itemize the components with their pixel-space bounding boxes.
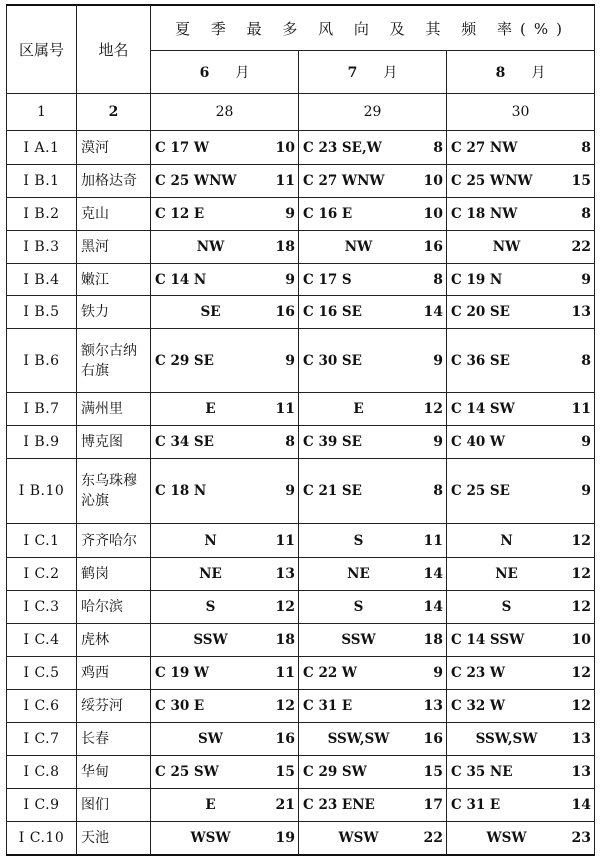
wind-frequency: 11	[275, 401, 295, 417]
wind-direction: C 21 SE	[303, 483, 362, 499]
month-6-cell	[151, 624, 299, 657]
wind-frequency: 15	[275, 764, 295, 780]
wind-direction: WSW	[486, 829, 527, 846]
month-7-cell	[299, 296, 447, 329]
wind-direction: C 14 N	[155, 271, 207, 288]
month-8-cell	[447, 657, 595, 690]
month-8-cell	[447, 591, 595, 624]
month-7-cell	[299, 558, 447, 591]
wind-frequency: 8	[581, 352, 592, 369]
wind-frequency: 16	[275, 304, 295, 320]
wind-frequency: 11	[275, 173, 295, 189]
table-row	[7, 789, 595, 822]
wind-direction: C 40 W	[451, 434, 506, 450]
month-7-cell	[299, 524, 447, 558]
wind-frequency: 12	[571, 566, 592, 582]
wind-frequency: 22	[571, 239, 592, 255]
wind-frequency: 13	[571, 304, 592, 320]
wind-frequency: 10	[423, 206, 443, 222]
wind-frequency: 9	[285, 483, 295, 499]
month-7-cell	[299, 624, 447, 657]
name-header: 地名	[77, 5, 151, 94]
zone-code: I C.2	[7, 558, 77, 591]
wind-frequency: 13	[571, 764, 592, 780]
wind-direction: NE	[495, 566, 518, 582]
month-6-cell	[151, 459, 299, 524]
column-index-29: 29	[299, 94, 447, 131]
table-row	[7, 524, 595, 558]
wind-frequency: 12	[571, 599, 592, 615]
wind-frequency: 23	[571, 829, 592, 846]
wind-frequency: 9	[285, 206, 295, 222]
zone-code: I C.9	[7, 789, 77, 822]
wind-direction: C 22 W	[303, 665, 358, 681]
month-header-7: 7 月	[299, 51, 447, 94]
wind-direction: C 32 W	[451, 698, 506, 714]
wind-frequency: 12	[571, 665, 592, 681]
month-8-cell	[447, 756, 595, 789]
wind-frequency: 19	[275, 829, 295, 846]
table-row	[7, 756, 595, 789]
month-7-cell	[299, 198, 447, 231]
wind-frequency: 12	[423, 401, 443, 417]
month-7-cell	[299, 789, 447, 822]
wind-direction: NW	[344, 239, 373, 255]
month-7-cell	[299, 231, 447, 264]
month-6-cell	[151, 264, 299, 296]
table-row	[7, 393, 595, 426]
month-8-cell	[447, 723, 595, 756]
month-6-cell	[151, 231, 299, 264]
month-6-cell	[151, 789, 299, 822]
column-index-1: 1	[7, 94, 77, 131]
month-8-cell	[447, 198, 595, 231]
month-6-cell	[151, 558, 299, 591]
month-header-8: 8 月	[447, 51, 595, 94]
wind-direction: N	[500, 532, 513, 549]
place-name: 天池	[77, 822, 151, 855]
wind-frequency: 13	[275, 566, 295, 582]
wind-direction: C 23 ENE	[303, 797, 375, 813]
zone-code: I B.1	[7, 165, 77, 198]
zone-code: I A.1	[7, 131, 77, 165]
wind-direction: NW	[492, 239, 521, 255]
wind-frequency: 9	[285, 271, 295, 288]
zone-code: I B.2	[7, 198, 77, 231]
table-row	[7, 426, 595, 459]
wind-direction: C 25 SE	[451, 483, 510, 499]
table-row	[7, 131, 595, 165]
wind-direction: C 20 SE	[451, 304, 510, 320]
month-7-cell	[299, 131, 447, 165]
wind-direction: C 27 NW	[451, 139, 518, 156]
wind-frequency: 12	[571, 532, 592, 549]
table-row	[7, 165, 595, 198]
month-6-cell	[151, 822, 299, 855]
wind-frequency: 15	[571, 173, 592, 189]
wind-direction: SSW,SW	[327, 731, 390, 747]
wind-frequency: 14	[423, 566, 443, 582]
place-name: 克山	[77, 198, 151, 231]
table-row	[7, 624, 595, 657]
column-index-30: 30	[447, 94, 595, 131]
wind-frequency: 10	[275, 139, 295, 156]
month-8-cell	[447, 426, 595, 459]
table-title-header: 夏 季 最 多 风 向 及 其 频 率(%)	[151, 5, 595, 51]
table-row	[7, 723, 595, 756]
wind-direction: C 12 E	[155, 206, 205, 222]
month-6-cell	[151, 329, 299, 393]
place-name: 鹤岗	[77, 558, 151, 591]
month-8-cell	[447, 789, 595, 822]
zone-code: I C.7	[7, 723, 77, 756]
month-8-cell	[447, 393, 595, 426]
place-name: 东乌珠穆沁旗	[77, 459, 151, 524]
month-6-cell	[151, 657, 299, 690]
wind-frequency: 9	[285, 352, 295, 369]
month-8-cell	[447, 165, 595, 198]
table-row	[7, 459, 595, 524]
zone-code: I B.9	[7, 426, 77, 459]
wind-frequency: 14	[571, 797, 592, 813]
wind-direction: C 25 SW	[155, 764, 219, 780]
month-8-cell	[447, 624, 595, 657]
wind-direction: C 25 WNW	[155, 173, 237, 189]
wind-frequency: 11	[275, 532, 295, 549]
month-6-cell	[151, 426, 299, 459]
month-8-cell	[447, 822, 595, 855]
month-7-cell	[299, 329, 447, 393]
zone-header: 区属号	[7, 5, 77, 94]
wind-direction: C 29 SW	[303, 764, 367, 780]
wind-direction: S	[501, 599, 512, 615]
wind-frequency: 16	[423, 731, 443, 747]
wind-frequency: 21	[275, 797, 295, 813]
wind-direction: WSW	[338, 829, 379, 846]
wind-frequency: 9	[433, 665, 443, 681]
wind-direction: C 29 SE	[155, 352, 214, 369]
table-body	[7, 131, 595, 855]
wind-frequency: 9	[581, 434, 592, 450]
wind-direction: C 18 N	[155, 483, 207, 499]
wind-direction: SSW,SW	[475, 731, 538, 747]
wind-direction: S	[353, 532, 364, 549]
wind-direction: C 34 SE	[155, 434, 214, 450]
place-name: 额尔古纳右旗	[77, 329, 151, 393]
zone-code: I C.10	[7, 822, 77, 855]
wind-frequency: 22	[423, 829, 443, 846]
month-7-cell	[299, 459, 447, 524]
month-6-cell	[151, 296, 299, 329]
month-6-cell	[151, 756, 299, 789]
wind-frequency: 9	[581, 483, 592, 499]
wind-frequency: 8	[581, 206, 592, 222]
zone-code: I B.6	[7, 329, 77, 393]
zone-code: I C.8	[7, 756, 77, 789]
wind-direction: C 18 NW	[451, 206, 518, 222]
wind-frequency-table	[6, 4, 595, 856]
wind-direction: C 19 W	[155, 665, 210, 681]
table-row	[7, 231, 595, 264]
month-6-cell	[151, 393, 299, 426]
wind-direction: S	[205, 599, 216, 615]
zone-code: I C.3	[7, 591, 77, 624]
month-8-cell	[447, 690, 595, 723]
wind-frequency: 11	[275, 665, 295, 681]
wind-direction: C 14 SW	[451, 401, 515, 417]
wind-frequency: 11	[571, 401, 592, 417]
wind-direction: C 30 SE	[303, 352, 362, 369]
wind-frequency: 10	[571, 632, 592, 648]
month-8-cell	[447, 558, 595, 591]
month-7-cell	[299, 426, 447, 459]
wind-direction: C 14 SSW	[451, 632, 525, 648]
wind-direction: SSW	[341, 632, 376, 648]
table-row	[7, 822, 595, 855]
month-7-cell	[299, 756, 447, 789]
wind-direction: C 27 WNW	[303, 173, 385, 189]
wind-direction: C 30 E	[155, 698, 205, 714]
wind-frequency: 17	[423, 797, 443, 813]
month-6-cell	[151, 524, 299, 558]
month-6-cell	[151, 165, 299, 198]
month-8-cell	[447, 329, 595, 393]
table-row	[7, 558, 595, 591]
table-row	[7, 657, 595, 690]
month-6-cell	[151, 723, 299, 756]
wind-direction: SW	[198, 731, 223, 747]
wind-frequency: 11	[423, 532, 443, 549]
wind-direction: NE	[347, 566, 370, 582]
wind-direction: E	[205, 401, 216, 417]
month-7-cell	[299, 690, 447, 723]
wind-direction: C 35 NE	[451, 764, 513, 780]
month-6-cell	[151, 198, 299, 231]
wind-frequency: 12	[571, 698, 592, 714]
wind-frequency: 9	[433, 352, 443, 369]
place-name: 绥芬河	[77, 690, 151, 723]
place-name: 铁力	[77, 296, 151, 329]
wind-frequency: 18	[275, 632, 295, 648]
month-7-cell	[299, 822, 447, 855]
place-name: 虎林	[77, 624, 151, 657]
wind-direction: C 17 W	[155, 139, 210, 156]
wind-direction: C 31 E	[303, 698, 353, 714]
wind-direction: C 16 E	[303, 206, 353, 222]
wind-frequency: 8	[285, 434, 295, 450]
wind-direction: C 31 E	[451, 797, 501, 813]
wind-frequency: 8	[581, 139, 592, 156]
table-row	[7, 591, 595, 624]
month-8-cell	[447, 459, 595, 524]
wind-frequency: 14	[423, 304, 443, 320]
wind-direction: WSW	[190, 829, 231, 846]
month-8-cell	[447, 131, 595, 165]
table-row	[7, 329, 595, 393]
month-header-6: 6 月	[151, 51, 299, 94]
wind-direction: SE	[200, 304, 221, 320]
table-row	[7, 264, 595, 296]
place-name: 哈尔滨	[77, 591, 151, 624]
wind-frequency: 12	[275, 698, 295, 714]
wind-frequency: 18	[275, 239, 295, 255]
place-name: 长春	[77, 723, 151, 756]
wind-direction: E	[353, 401, 364, 417]
month-6-cell	[151, 690, 299, 723]
zone-code: I C.6	[7, 690, 77, 723]
column-index-2: 2	[77, 94, 151, 131]
wind-direction: C 23 W	[451, 665, 506, 681]
month-8-cell	[447, 231, 595, 264]
wind-frequency: 16	[423, 239, 443, 255]
wind-frequency: 15	[423, 764, 443, 780]
month-7-cell	[299, 723, 447, 756]
wind-direction: C 36 SE	[451, 352, 510, 369]
wind-direction: C 25 WNW	[451, 173, 533, 189]
wind-direction: NW	[196, 239, 225, 255]
wind-direction: C 16 SE	[303, 304, 362, 320]
wind-direction: C 23 SE,W	[303, 139, 382, 156]
zone-code: I B.4	[7, 264, 77, 296]
wind-frequency: 8	[433, 271, 443, 288]
place-name: 鸡西	[77, 657, 151, 690]
month-7-cell	[299, 264, 447, 296]
wind-frequency: 13	[423, 698, 443, 714]
place-name: 华甸	[77, 756, 151, 789]
table-row	[7, 296, 595, 329]
wind-frequency: 9	[433, 434, 443, 450]
place-name: 齐齐哈尔	[77, 524, 151, 558]
wind-frequency: 13	[571, 731, 592, 747]
place-name: 漠河	[77, 131, 151, 165]
zone-code: I C.4	[7, 624, 77, 657]
month-7-cell	[299, 591, 447, 624]
month-6-cell	[151, 591, 299, 624]
wind-direction: C 39 SE	[303, 434, 362, 450]
wind-direction: NE	[199, 566, 222, 582]
wind-direction: E	[205, 797, 216, 813]
place-name: 嫩江	[77, 264, 151, 296]
wind-frequency: 8	[433, 139, 443, 156]
table-row	[7, 198, 595, 231]
wind-frequency: 16	[275, 731, 295, 747]
column-index-28: 28	[151, 94, 299, 131]
month-8-cell	[447, 296, 595, 329]
place-name: 加格达奇	[77, 165, 151, 198]
wind-direction: S	[353, 599, 364, 615]
table-row	[7, 690, 595, 723]
wind-frequency: 12	[275, 599, 295, 615]
wind-direction: C 17 S	[303, 271, 352, 288]
zone-code: I B.3	[7, 231, 77, 264]
wind-direction: C 19 N	[451, 271, 503, 288]
wind-frequency: 8	[433, 483, 443, 499]
place-name: 满州里	[77, 393, 151, 426]
place-name: 博克图	[77, 426, 151, 459]
month-7-cell	[299, 165, 447, 198]
place-name: 黑河	[77, 231, 151, 264]
wind-frequency: 9	[581, 271, 592, 288]
wind-frequency: 10	[423, 173, 443, 189]
wind-table-container	[6, 4, 594, 856]
zone-code: I C.1	[7, 524, 77, 558]
wind-direction: N	[204, 532, 217, 549]
zone-code: I B.7	[7, 393, 77, 426]
zone-code: I B.10	[7, 459, 77, 524]
place-name: 图们	[77, 789, 151, 822]
month-7-cell	[299, 657, 447, 690]
month-8-cell	[447, 264, 595, 296]
month-8-cell	[447, 524, 595, 558]
wind-frequency: 18	[423, 632, 443, 648]
month-6-cell	[151, 131, 299, 165]
wind-frequency: 14	[423, 599, 443, 615]
zone-code: I C.5	[7, 657, 77, 690]
wind-direction: SSW	[193, 632, 228, 648]
month-7-cell	[299, 393, 447, 426]
zone-code: I B.5	[7, 296, 77, 329]
